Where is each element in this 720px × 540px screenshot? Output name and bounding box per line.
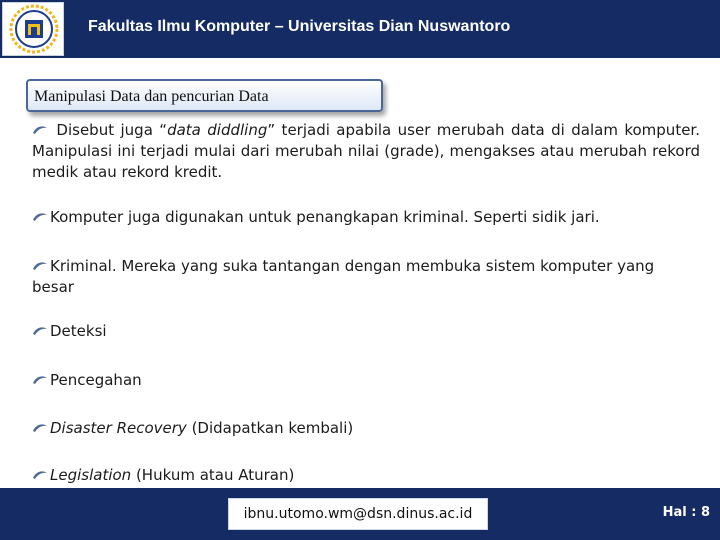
swoosh-bullet-icon — [32, 120, 50, 141]
university-seal-icon — [6, 3, 62, 55]
university-logo — [2, 2, 64, 56]
swoosh-bullet-icon — [32, 465, 50, 486]
bullet-text: (Didapatkan kembali) — [186, 419, 354, 437]
swoosh-bullet-icon — [32, 256, 50, 277]
bullet-item — [32, 418, 700, 439]
slide-title-box — [26, 79, 383, 112]
swoosh-bullet-icon — [32, 321, 50, 342]
bullet-text: Kriminal. Mereka yang suka tantangan dengan membuka sistem komputer yang besar — [32, 257, 655, 296]
bullet-item — [32, 370, 700, 391]
swoosh-bullet-icon — [32, 370, 50, 391]
bullet-text: (Hukum atau Aturan) — [131, 466, 295, 484]
bullet-text: Komputer juga digunakan untuk penangkapan kriminal. Seperti sidik jari. — [50, 208, 600, 226]
bullet-item — [32, 321, 700, 342]
bullet-italic-text: Legislation — [50, 466, 132, 484]
swoosh-bullet-icon — [32, 207, 50, 228]
bullet-text: ” terjadi apabila user merubah data di dalam komputer. Manipulasi ini terjadi mulai dari merubah nilai (grade), mengakses atau merubah rekord medik atau rekord kredit. — [32, 121, 700, 181]
bullet-italic-text: Disaster Recovery — [50, 419, 187, 437]
footer-bar — [0, 488, 720, 540]
slide-title: Manipulasi Data dan pencurian Data — [34, 88, 269, 105]
bullet-italic-text: data diddling — [167, 121, 268, 139]
header-title: Fakultas Ilmu Komputer – Universitas Dian Nuswantoro — [88, 18, 511, 35]
bullet-item — [32, 120, 700, 183]
bullet-item — [32, 256, 700, 298]
bullet-item — [32, 465, 700, 486]
bullet-text: Deteksi — [50, 322, 107, 340]
footer-email: ibnu.utomo.wm@dsn.dinus.ac.id — [228, 498, 488, 530]
header-bar — [0, 0, 720, 58]
bullet-text: Disebut juga “ — [50, 121, 168, 139]
bullet-text: Pencegahan — [50, 371, 142, 389]
page-number: Hal : 8 — [662, 505, 710, 520]
bullet-item — [32, 207, 700, 228]
swoosh-bullet-icon — [32, 418, 50, 439]
